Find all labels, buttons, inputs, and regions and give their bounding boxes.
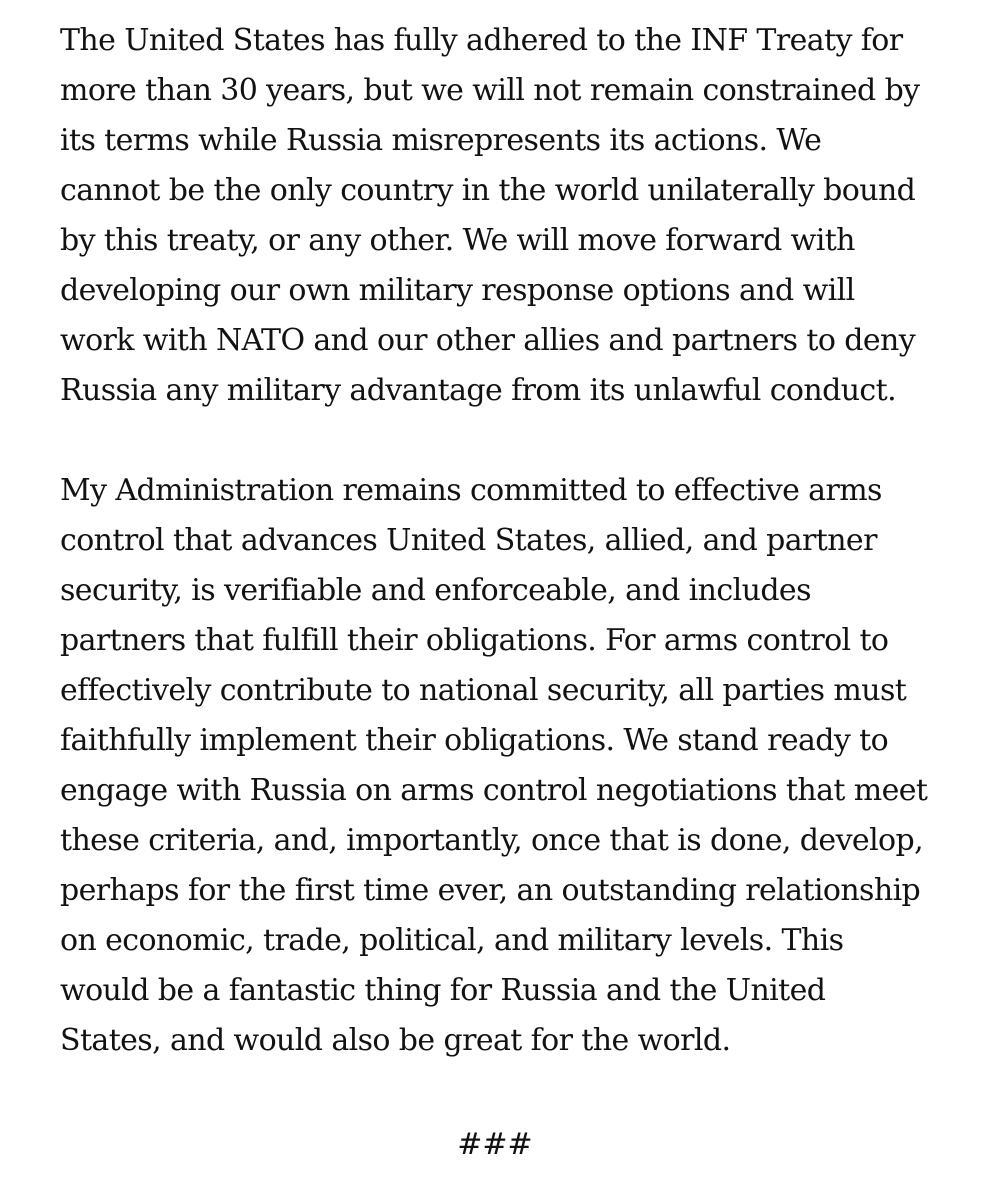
text-line: The United States has fully adhered to the INF Treaty for xyxy=(60,23,903,58)
text-line: developing our own military response options and will xyxy=(60,273,855,308)
text-line: control that advances United States, allied, and partner xyxy=(60,523,877,558)
paragraph-inf-treaty xyxy=(60,16,934,416)
text-line: My Administration remains committed to effective arms xyxy=(60,473,882,508)
text-line: more than 30 years, but we will not remain constrained by xyxy=(60,73,920,108)
text-line: work with NATO and our other allies and partners to deny xyxy=(60,323,916,358)
text-line: cannot be the only country in the world unilaterally bound xyxy=(60,173,916,208)
text-line: perhaps for the first time ever, an outstanding relationship xyxy=(60,873,921,908)
text-line: these criteria, and, importantly, once that is done, develop, xyxy=(60,823,924,858)
text-line: Russia any military advantage from its unlawful conduct. xyxy=(60,373,897,408)
paragraph-arms-control xyxy=(60,466,934,1066)
text-line: partners that fulfill their obligations. For arms control to xyxy=(60,623,889,658)
text-line: its terms while Russia misrepresents its actions. We xyxy=(60,123,822,158)
text-line: States, and would also be great for the world. xyxy=(60,1023,731,1058)
text-line: by this treaty, or any other. We will move forward with xyxy=(60,223,855,258)
text-line: engage with Russia on arms control negotiations that meet xyxy=(60,773,928,808)
text-line: effectively contribute to national security, all parties must xyxy=(60,673,907,708)
text-line: faithfully implement their obligations. We stand ready to xyxy=(60,723,889,758)
text-line: security, is verifiable and enforceable, and includes xyxy=(60,573,811,608)
end-of-release-mark: ### xyxy=(457,1127,533,1162)
text-line: would be a fantastic thing for Russia and the United xyxy=(60,973,826,1008)
text-line: on economic, trade, political, and military levels. This xyxy=(60,923,844,958)
